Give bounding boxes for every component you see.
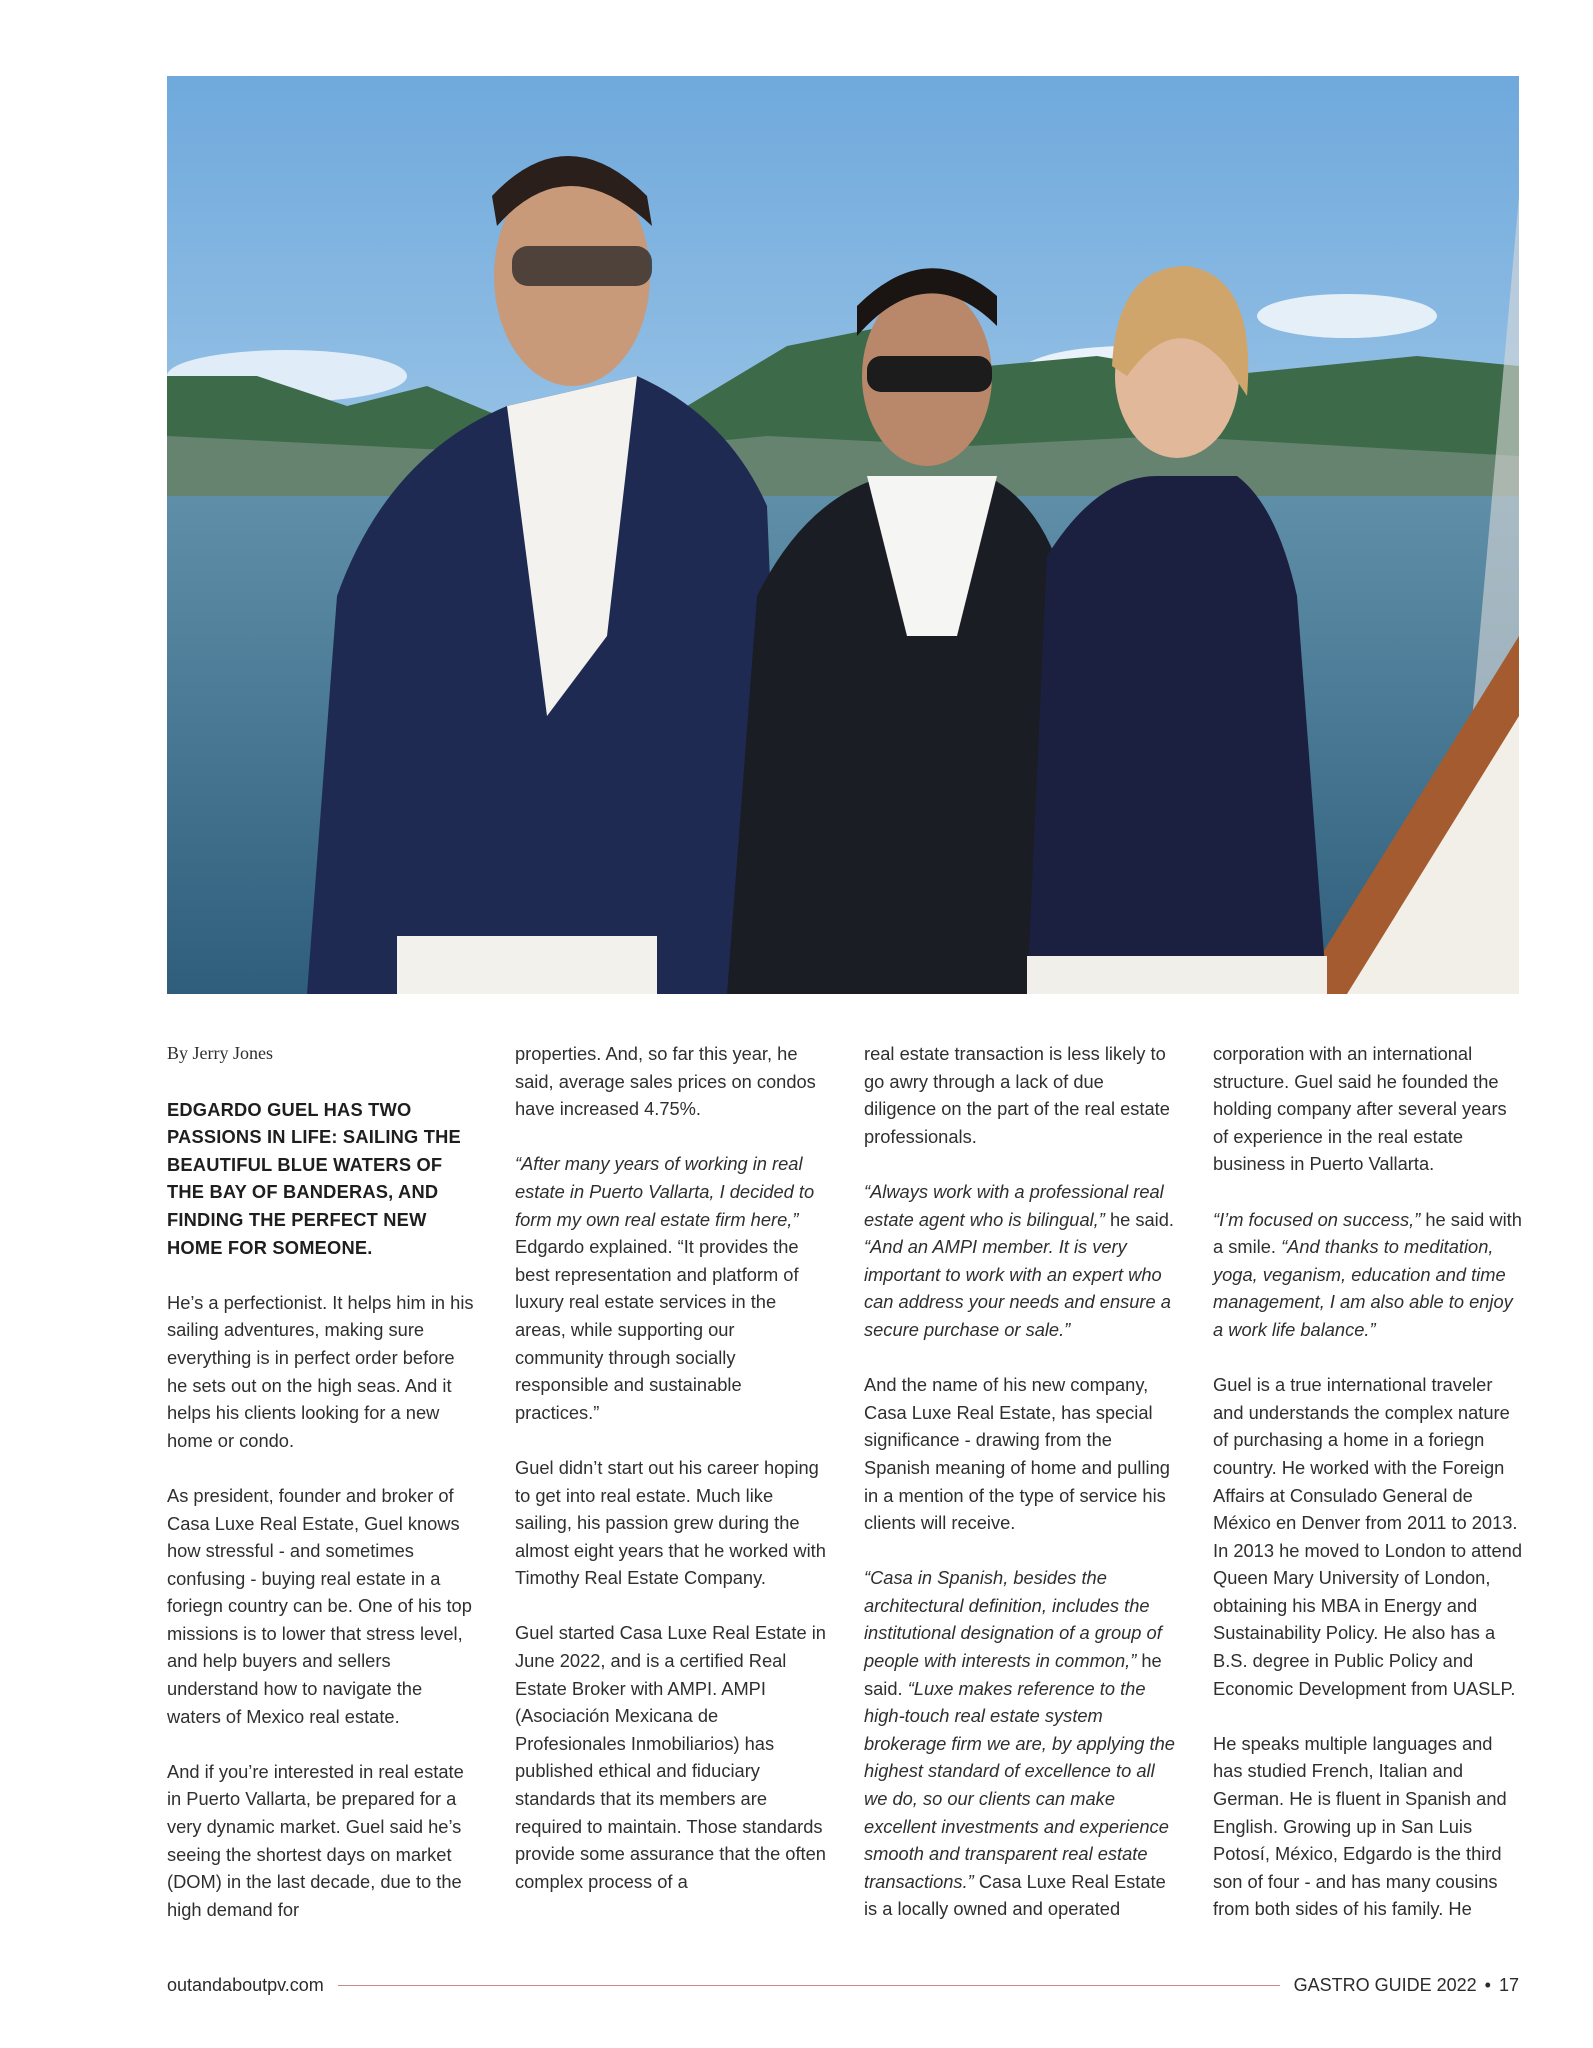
quote: “And thanks to meditation, yoga, veganism, education and time management, I am also able to enjoy a work life balance.” <box>1213 1236 1513 1340</box>
article-column-4 <box>1213 1040 1525 1923</box>
quote: “Always work with a professional real estate agent who is bilingual,” <box>864 1180 1164 1230</box>
footer-site-link[interactable]: outandaboutpv.com <box>167 1974 324 1995</box>
byline: By Jerry Jones <box>167 1043 273 1063</box>
photo-illustration <box>167 76 1519 994</box>
paragraph: real estate transaction is less likely to go awry through a lack of due diligence on the part of the real estate professionals. <box>864 1043 1170 1147</box>
separator: • <box>1484 1974 1491 1995</box>
paragraph <box>864 1178 1176 1344</box>
quote: “And an AMPI member. It is very important to work with an expert who can address your needs and ensure a secure purchase or sale.” <box>864 1236 1171 1340</box>
paragraph <box>1213 1206 1525 1344</box>
article-column-1 <box>167 1040 479 1923</box>
quote: “After many years of working in real estate in Puerto Vallarta, I decided to form my own real estate firm here,” <box>515 1153 815 1230</box>
lead-paragraph: EDGARDO GUEL HAS TWO PASSIONS IN LIFE: SAILING THE BEAUTIFUL BLUE WATERS OF THE BAY OF BANDERAS, AND FINDING THE PERFECT NEW HOME FOR SOMEONE. <box>167 1098 461 1258</box>
paragraph: corporation with an international structure. Guel said he founded the holding company after several years of experience in the real estate business in Puerto Vallarta. <box>1213 1043 1507 1175</box>
page-number: 17 <box>1498 1974 1519 1995</box>
issue-title: GASTRO GUIDE 2022 <box>1293 1974 1477 1995</box>
paragraph: Guel started Casa Luxe Real Estate in June 2022, and is a certified Real Estate Broker with AMPI. AMPI (Asociación Mexicana de Profesionales Inmobiliarios) has published ethical and fiduciary standards that its members are required to maintain. Those standards provide some assurance that the often complex process of a <box>515 1622 826 1892</box>
paragraph: Guel is a true international traveler and understands the complex nature of purchasing a home in a foriegn country. He worked with the Foreign Affairs at Consulado General de México en Denver from 2011 to 2013. In 2013 he moved to London to attend Queen Mary University of London, obtaining his MBA in Energy and Sustainability Policy. He also has a B.S. degree in Public Policy and Economic Development from UASLP. <box>1213 1374 1522 1699</box>
paragraph <box>515 1150 827 1426</box>
article-column-3 <box>864 1040 1176 1923</box>
paragraph: As president, founder and broker of Casa Luxe Real Estate, Guel knows how stressful - and sometimes confusing - buying real estate in a foriegn country can be. One of his top missions is to lower that stress level, and help buyers and sellers understand how to navigate the waters of Mexico real estate. <box>167 1484 472 1727</box>
paragraph: And the name of his new company, Casa Luxe Real Estate, has special significance - drawing from the Spanish meaning of home and pulling in a mention of the type of service his clients will receive. <box>864 1374 1170 1534</box>
paragraph <box>864 1564 1176 1923</box>
footer-issue <box>1294 1975 1519 1996</box>
paragraph-text: he said. <box>864 1650 1162 1699</box>
footer-divider <box>338 1985 1280 1986</box>
page-footer <box>167 1970 1519 2000</box>
paragraph-text: Edgardo explained. “It provides the best representation and platform of luxury real estate services in the areas, while supporting our community through socially responsible and sustainable practices.” <box>515 1236 799 1423</box>
paragraph: He speaks multiple languages and has studied French, Italian and German. He is fluent in Spanish and English. Growing up in San Luis Potosí, México, Edgardo is the third son of four - and has many cousins from both sides of his family. He <box>1213 1732 1507 1920</box>
quote: “Casa in Spanish, besides the architectural definition, includes the institutional designation of a group of people with interests in common,” <box>864 1567 1162 1672</box>
paragraph-text: he said with a smile. <box>1213 1208 1522 1258</box>
article-column-2 <box>515 1040 827 1895</box>
paragraph: properties. And, so far this year, he said, average sales prices on condos have increased 4.75%. <box>515 1043 816 1120</box>
quote: “Luxe makes reference to the high-touch real estate system brokerage firm we are, by applying the highest standard of excellence to all we do, so our clients can make excellent investments and experience smooth and transparent real estate transactions.” <box>864 1677 1175 1892</box>
paragraph-text: Casa Luxe Real Estate is a locally owned and operated <box>864 1870 1166 1920</box>
paragraph: Guel didn’t start out his career hoping to get into real estate. Much like sailing, his passion grew during the almost eight years that he worked with Timothy Real Estate Company. <box>515 1456 826 1589</box>
paragraph: He’s a perfectionist. It helps him in his sailing adventures, making sure everything is in perfect order before he sets out on the high seas. And it helps his clients looking for a new home or condo. <box>167 1291 474 1451</box>
quote: “I’m focused on success,” <box>1213 1208 1421 1230</box>
paragraph: And if you’re interested in real estate in Puerto Vallarta, be prepared for a very dynamic market. Guel said he’s seeing the shortest days on market (DOM) in the last decade, due to the high demand for <box>167 1760 464 1920</box>
paragraph-text: he said. <box>1104 1208 1174 1230</box>
hero-photo <box>167 76 1519 994</box>
